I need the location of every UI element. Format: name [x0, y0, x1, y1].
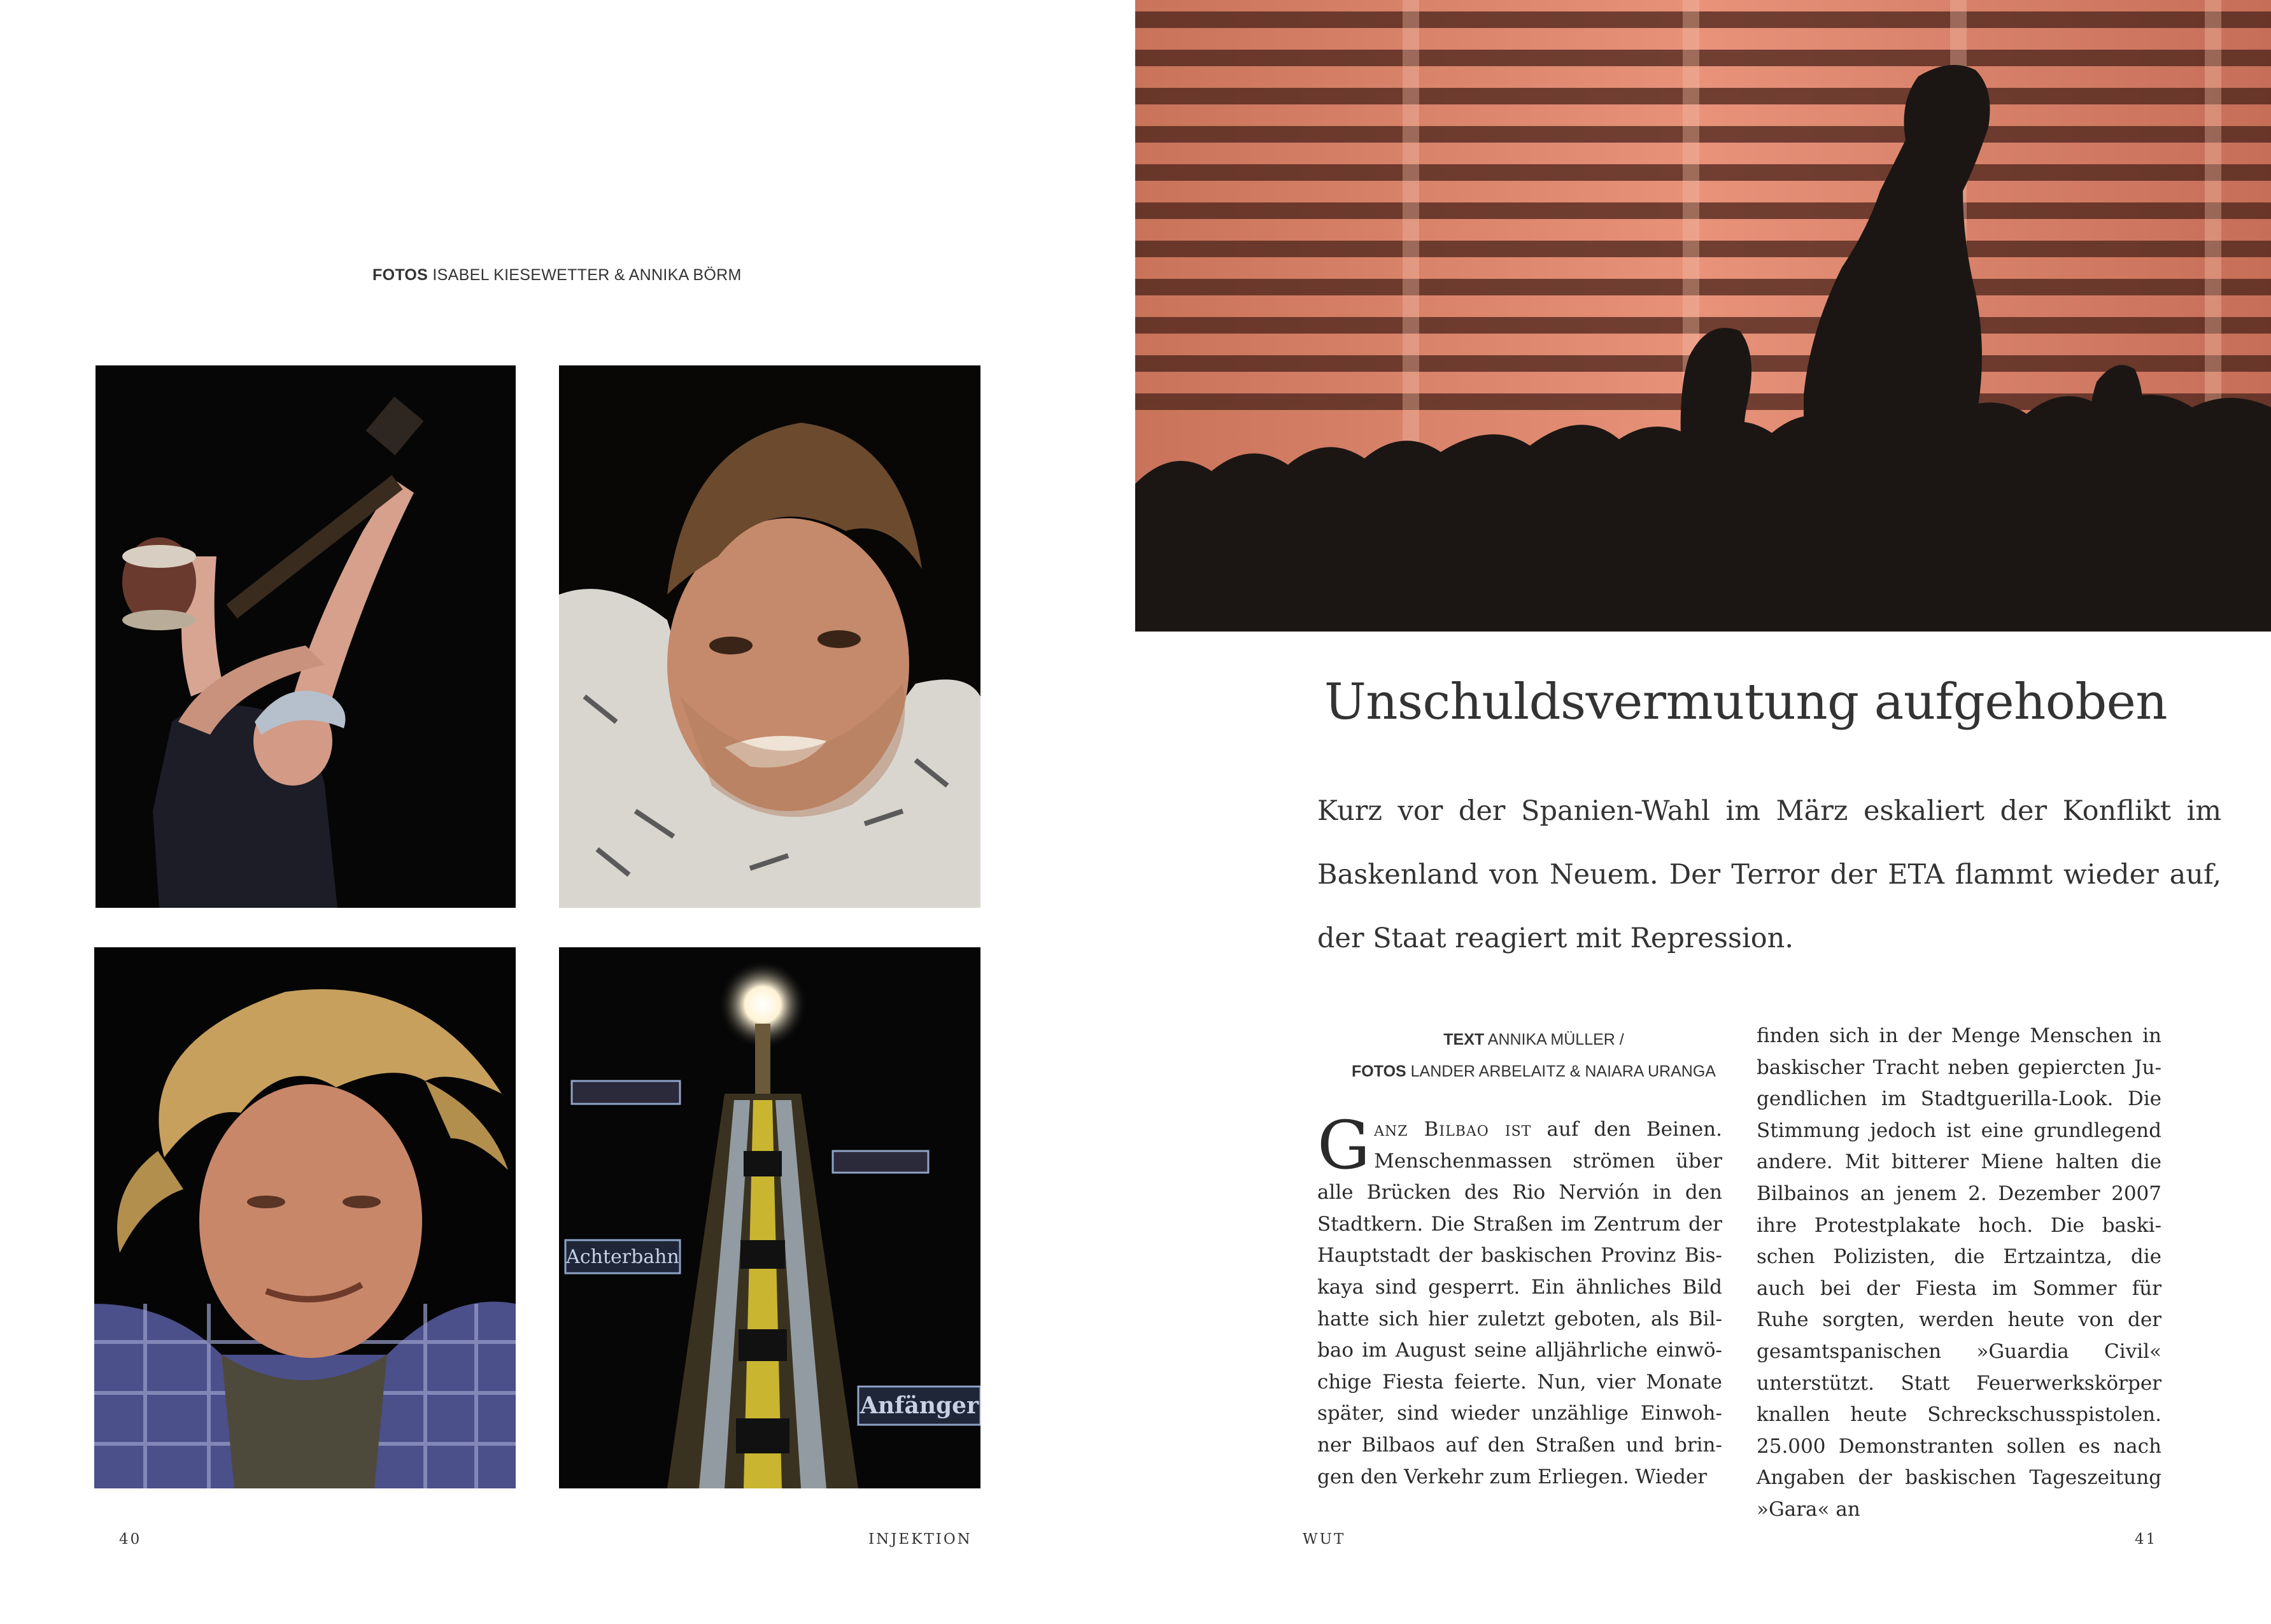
byline-photo-names: LANDER ARBELAITZ & NAIARA URANGA [1410, 1063, 1716, 1080]
photo-grimacing-man [559, 365, 980, 908]
running-head-right: WUT [1303, 1531, 1346, 1548]
column-1-body: auf den Beinen. Menschenmassen strömen über alle Brücken des Rio Nervión in den Stadtkern. Die Straßen im Zentrum der Hauptstadt der baskischen Provinz Biskaya sind gesperrt. Ein ähnliches Bild hatte sich hier zuletzt geboten, als Bilbao im August seine alljährliche einwöchige Fiesta feierte. Nun, vier Monate später, sind wieder unzählige Einwohner Bilbaos auf den Straßen und bringen den Verkehr zum Erliegen. Wieder [1317, 1118, 1723, 1488]
left-page [0, 0, 1135, 1624]
article-byline [1317, 1024, 1750, 1087]
page-number-right: 41 [2135, 1531, 2158, 1548]
article-lead: Kurz vor der Spanien-Wahl im März eskaliert der Konflikt im Baskenland von Neuem. Der Terror der ETA flammt wieder auf, der Staat reagiert mit Repression. [1317, 795, 2221, 954]
ride-sign-achterbahn: Achterbahn [566, 1246, 679, 1268]
ride-sign-anfaenger: Anfänger [860, 1392, 979, 1419]
photo-credit [372, 266, 742, 285]
photo-hammer-swinger [96, 365, 516, 908]
photo-fairground-ride [559, 947, 980, 1488]
byline-photo-label: FOTOS [1352, 1063, 1406, 1080]
byline-text-names: ANNIKA MÜLLER / [1487, 1031, 1624, 1049]
page-number-left: 40 [119, 1531, 142, 1548]
running-head-left: INJEKTION [868, 1531, 972, 1548]
photo-protest-silhouettes [1135, 0, 2271, 632]
photo-credit-names: ISABEL KIESEWETTER & ANNIKA BÖRM [432, 266, 742, 284]
column-2-body: finden sich in der Menge Menschen in baskischer Tracht neben gepiercten Jugendlichen im Stadtguerilla-Look. Die Stimmung jedoch ist eine grundlegend andere. Mit bitterer Miene halten die Bilbainos an jenem 2. Dezember 2007 ihre Protestplakate hoch. Die baskischen Polizisten, die Ertzaintza, die auch bei der Fiesta im Sommer für Ruhe sorgten, werden heute von der gesamtspanischen »Guardia Civil« unterstützt. Statt Feuerwerkskörper knallen heute Schreckschusspistolen. 25.000 Demonstranten sollen es nach Angaben der baskischen Tageszeitung »Gara« an [1757, 1024, 2161, 1521]
right-page [1135, 0, 2271, 1624]
byline-photo-line [1317, 1056, 1750, 1087]
article-headline: Unschuldsvermutung aufgehoben [1324, 674, 2168, 731]
dropcap: G [1317, 1106, 1371, 1184]
photo-flying-hair-man [94, 947, 516, 1488]
opening-smallcaps: anz Bilbao ist [1374, 1118, 1532, 1141]
byline-text-label: TEXT [1443, 1031, 1485, 1049]
byline-text-line [1317, 1024, 1750, 1056]
article-column-1 [1317, 1106, 1723, 1493]
photo-credit-label: FOTOS [372, 266, 428, 284]
article-column-2 [1757, 1020, 2161, 1526]
